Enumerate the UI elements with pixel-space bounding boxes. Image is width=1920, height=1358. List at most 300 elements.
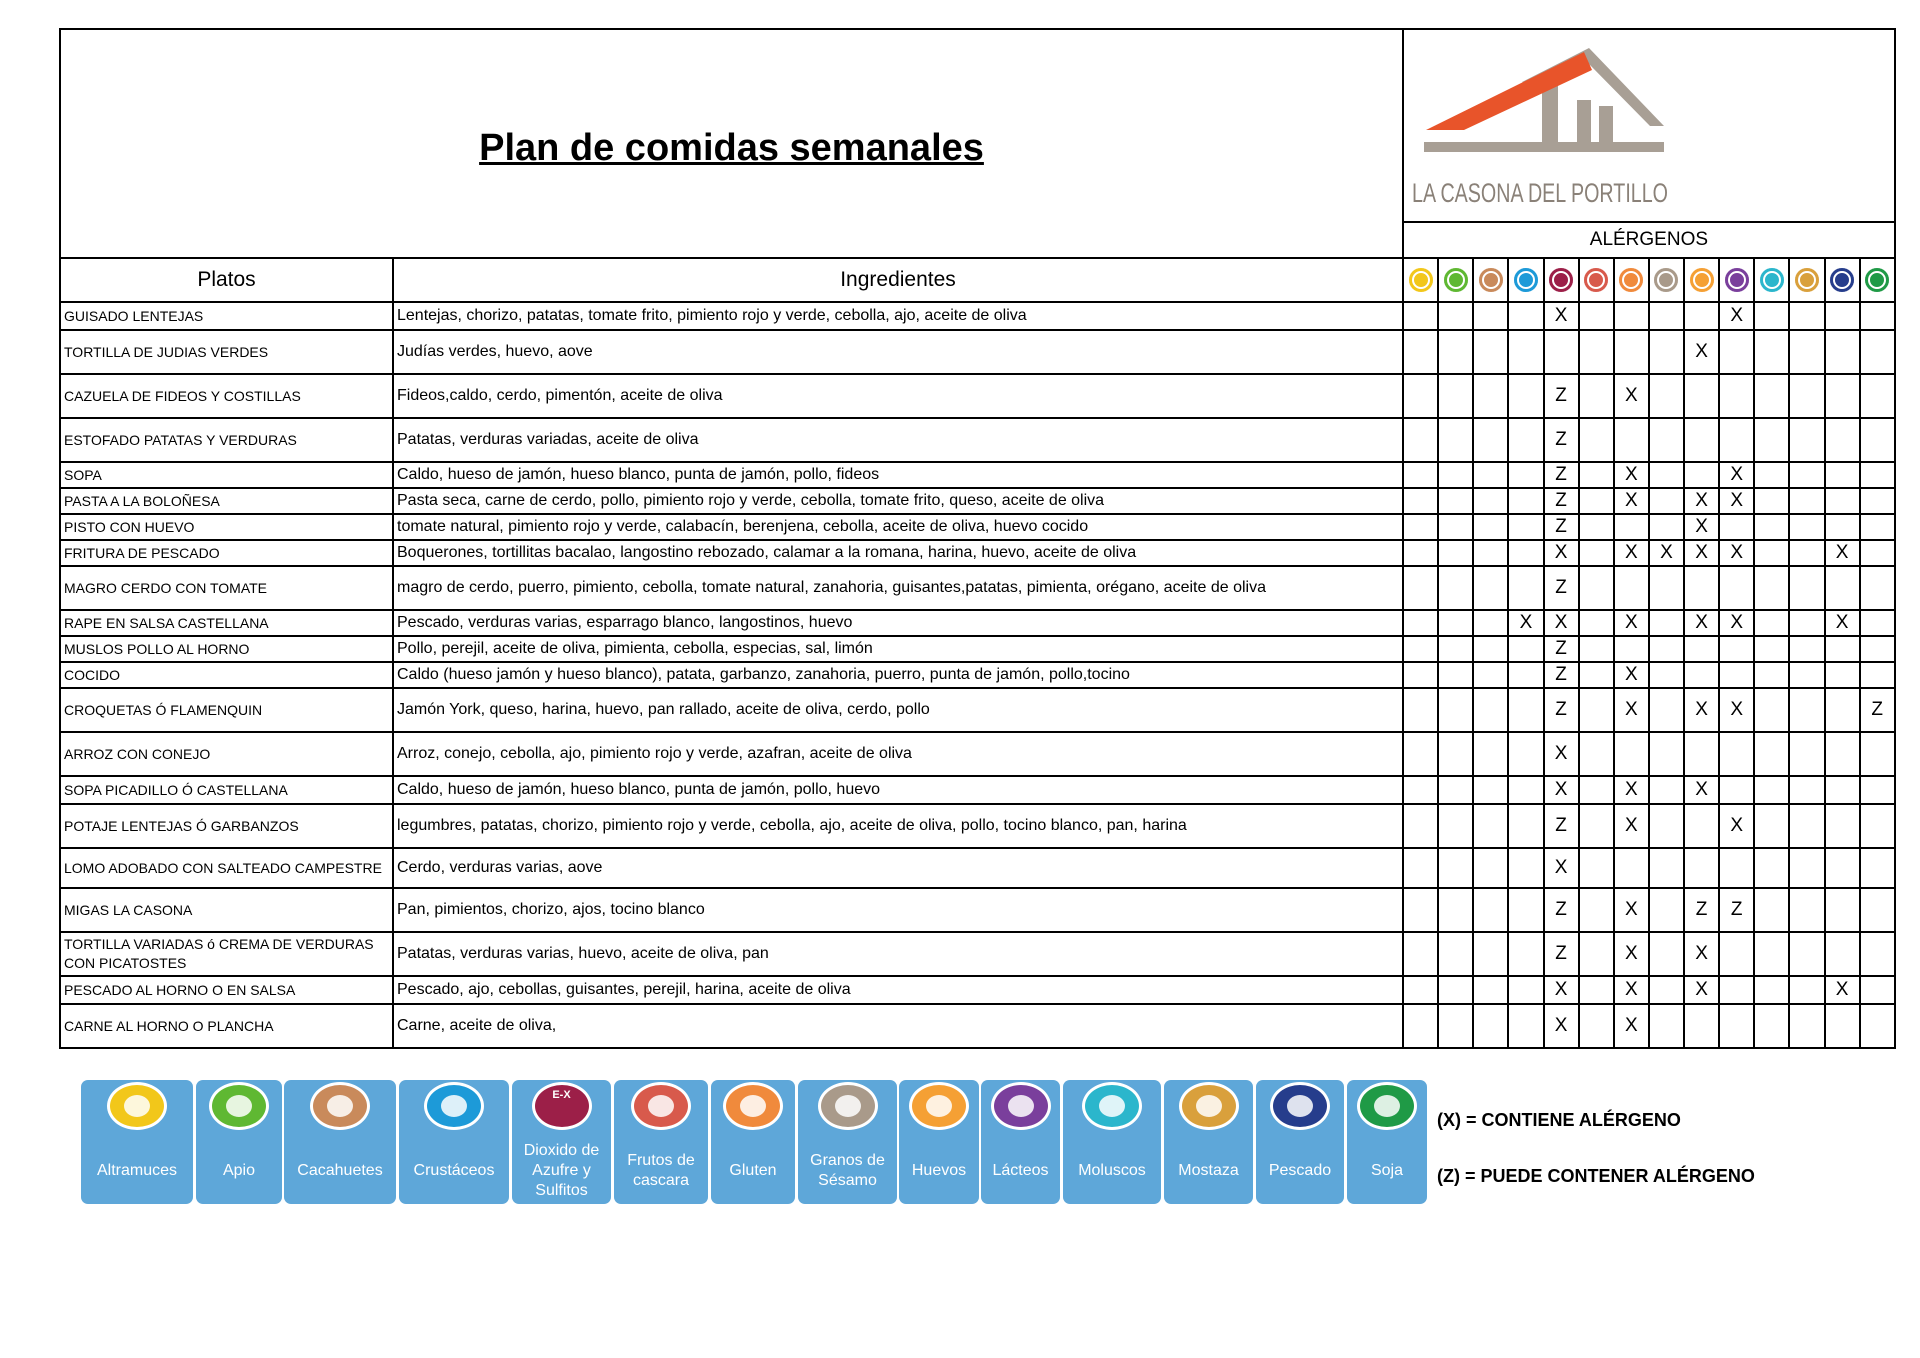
allergen-mark: X (1544, 776, 1579, 804)
allergen-mark (1649, 330, 1684, 374)
mostaza-icon (1795, 268, 1819, 292)
legend-glyph (1374, 1095, 1400, 1117)
legend-glyph (327, 1095, 353, 1117)
allergen-mark (1438, 540, 1473, 566)
dish-ingredients: Fideos,caldo, cerdo, pimentón, aceite de oliva (393, 374, 1403, 418)
allergen-mark (1438, 776, 1473, 804)
allergen-mark (1754, 610, 1789, 636)
allergen-mark (1438, 302, 1473, 330)
allergen-mark (1860, 418, 1895, 462)
allergen-mark (1860, 932, 1895, 976)
allergen-mark (1754, 302, 1789, 330)
allergen-mark (1860, 540, 1895, 566)
allergen-mark (1579, 636, 1614, 662)
allergen-mark (1789, 848, 1824, 888)
allergen-mark (1508, 418, 1543, 462)
allergen-mark (1649, 888, 1684, 932)
allergen-mark (1473, 1004, 1508, 1048)
dish-name: SOPA PICADILLO Ó CASTELLANA (60, 776, 393, 804)
allergen-mark (1544, 330, 1579, 374)
table-row (60, 636, 1895, 662)
legend-tile (798, 1080, 897, 1204)
dish-name: MUSLOS POLLO AL HORNO (60, 636, 393, 662)
allergen-mark: X (1614, 804, 1649, 848)
allergen-mark (1649, 488, 1684, 514)
allergen-mark (1754, 662, 1789, 688)
allergen-mark (1754, 566, 1789, 610)
allergen-mark (1438, 566, 1473, 610)
allergen-mark (1508, 374, 1543, 418)
dish-ingredients: Pasta seca, carne de cerdo, pollo, pimiento rojo y verde, cebolla, tomate frito, queso, aceite de oliva (393, 488, 1403, 514)
allergen-mark (1614, 636, 1649, 662)
allergen-mark (1825, 848, 1860, 888)
allergen-mark (1579, 804, 1614, 848)
allergen-mark: X (1544, 848, 1579, 888)
allergen-mark (1789, 636, 1824, 662)
allergen-mark (1825, 662, 1860, 688)
allergen-mark (1403, 804, 1438, 848)
allergen-mark (1754, 488, 1789, 514)
allergen-mark (1754, 688, 1789, 732)
dish-ingredients: magro de cerdo, puerro, pimiento, cebolla, tomate natural, zanahoria, guisantes,patatas, pimienta, orégano, aceite de oliva (393, 566, 1403, 610)
legend-label: Altramuces (96, 1162, 178, 1179)
allergen-mark (1754, 418, 1789, 462)
allergen-mark (1649, 776, 1684, 804)
legend-label: Dioxido de Azufre y Sulfitos (523, 1142, 600, 1199)
allergen-mark (1719, 330, 1754, 374)
allergen-mark (1508, 330, 1543, 374)
allergen-mark (1438, 888, 1473, 932)
allergen-mark (1473, 610, 1508, 636)
table-row (60, 330, 1895, 374)
table-row (60, 462, 1895, 488)
legend-key-contains: (X) = CONTIENE ALÉRGENO (1437, 1110, 1681, 1130)
dish-ingredients: tomate natural, pimiento rojo y verde, calabacín, berenjena, cebolla, aceite de oliva, huevo cocido (393, 514, 1403, 540)
allergen-mark (1825, 514, 1860, 540)
allergen-mark: X (1825, 610, 1860, 636)
table-row (60, 888, 1895, 932)
allergen-mark: X (1684, 688, 1719, 732)
allergen-mark: X (1508, 610, 1543, 636)
allergen-mark (1473, 514, 1508, 540)
allergen-mark (1825, 932, 1860, 976)
allergen-mark (1684, 1004, 1719, 1048)
legend-key-may-contain: (Z) = PUEDE CONTENER ALÉRGENO (1437, 1166, 1755, 1186)
allergen-mark: Z (1544, 636, 1579, 662)
allergen-mark (1403, 932, 1438, 976)
dish-ingredients: Jamón York, queso, harina, huevo, pan rallado, aceite de oliva, cerdo, pollo (393, 688, 1403, 732)
dish-name: TORTILLA DE JUDIAS VERDES (60, 330, 393, 374)
legend-tile (711, 1080, 795, 1204)
dish-ingredients: Judías verdes, huevo, aove (393, 330, 1403, 374)
legend-glyph (1099, 1095, 1125, 1117)
allergen-mark (1473, 418, 1508, 462)
allergen-mark (1614, 330, 1649, 374)
allergen-mark (1684, 374, 1719, 418)
allergens-header: ALÉRGENOS (1403, 222, 1895, 258)
allergen-mark (1614, 514, 1649, 540)
allergen-mark (1825, 732, 1860, 776)
allergen-mark (1649, 418, 1684, 462)
dish-ingredients: Pescado, verduras varias, esparrago blanco, langostinos, huevo (393, 610, 1403, 636)
allergen-mark (1473, 848, 1508, 888)
dish-ingredients: Caldo, hueso de jamón, hueso blanco, punta de jamón, pollo, huevo (393, 776, 1403, 804)
logo-text: LA CASONA DEL PORTILLO (1412, 178, 1668, 208)
dish-ingredients: legumbres, patatas, chorizo, pimiento rojo y verde, cebolla, ajo, aceite de oliva, pollo, tocino blanco, pan, harina (393, 804, 1403, 848)
allergen-mark: X (1614, 932, 1649, 976)
allergen-mark: Z (1719, 888, 1754, 932)
allergen-mark: X (1614, 688, 1649, 732)
allergen-mark (1508, 540, 1543, 566)
moluscos-icon (1082, 1082, 1142, 1130)
legend-glyph (226, 1095, 252, 1117)
legend-tile (981, 1080, 1060, 1204)
allergen-mark (1649, 566, 1684, 610)
allergen-mark: X (1614, 976, 1649, 1004)
allergen-mark: X (1825, 540, 1860, 566)
crustaceos-icon (1514, 268, 1538, 292)
allergen-mark (1438, 636, 1473, 662)
allergen-mark (1789, 610, 1824, 636)
dish-ingredients: Caldo, hueso de jamón, hueso blanco, punta de jamón, pollo, fideos (393, 462, 1403, 488)
allergen-mark (1825, 636, 1860, 662)
legend-label: Moluscos (1078, 1162, 1146, 1179)
allergen-mark: X (1614, 488, 1649, 514)
allergen-mark: Z (1544, 374, 1579, 418)
allergen-mark (1649, 302, 1684, 330)
allergen-mark (1860, 976, 1895, 1004)
allergen-mark (1438, 662, 1473, 688)
allergen-mark: X (1544, 302, 1579, 330)
allergen-mark: X (1544, 610, 1579, 636)
allergen-mark (1860, 636, 1895, 662)
allergen-mark: X (1684, 610, 1719, 636)
allergen-mark (1684, 662, 1719, 688)
allergen-mark (1508, 776, 1543, 804)
allergen-mark (1438, 732, 1473, 776)
allergen-column-header (1719, 258, 1754, 302)
allergen-mark (1649, 804, 1684, 848)
allergen-mark (1473, 932, 1508, 976)
dish-ingredients: Arroz, conejo, cebolla, ajo, pimiento rojo y verde, azafran, aceite de oliva (393, 732, 1403, 776)
allergen-mark (1649, 732, 1684, 776)
table-row (60, 610, 1895, 636)
allergen-mark: X (1719, 804, 1754, 848)
allergen-mark (1473, 566, 1508, 610)
allergen-mark (1508, 804, 1543, 848)
dish-name: CARNE AL HORNO O PLANCHA (60, 1004, 393, 1048)
allergen-mark (1508, 888, 1543, 932)
gluten-icon (723, 1082, 783, 1130)
allergen-mark: Z (1544, 566, 1579, 610)
allergen-mark (1825, 488, 1860, 514)
allergen-mark: X (1614, 540, 1649, 566)
allergen-mark (1473, 488, 1508, 514)
dish-name: ESTOFADO PATATAS Y VERDURAS (60, 418, 393, 462)
allergen-mark (1754, 330, 1789, 374)
allergen-column-header (1754, 258, 1789, 302)
allergen-mark (1579, 688, 1614, 732)
allergen-mark (1473, 636, 1508, 662)
table-row (60, 374, 1895, 418)
allergen-mark (1789, 302, 1824, 330)
allergen-mark (1508, 688, 1543, 732)
allergen-column-header (1438, 258, 1473, 302)
allergen-mark (1473, 330, 1508, 374)
dish-name: PASTA A LA BOLOÑESA (60, 488, 393, 514)
mostaza-icon (1179, 1082, 1239, 1130)
allergen-mark: Z (1544, 888, 1579, 932)
allergen-mark (1649, 932, 1684, 976)
sesamo-icon (1654, 268, 1678, 292)
allergen-mark (1579, 732, 1614, 776)
crustaceos-icon (424, 1082, 484, 1130)
allergen-mark (1649, 848, 1684, 888)
allergen-mark (1579, 848, 1614, 888)
dish-name: TORTILLA VARIADAS ó CREMA DE VERDURAS CON PICATOSTES (60, 932, 393, 976)
allergen-mark (1684, 732, 1719, 776)
allergen-mark (1579, 540, 1614, 566)
allergen-mark: X (1614, 776, 1649, 804)
allergen-mark: X (1544, 1004, 1579, 1048)
dish-ingredients: Lentejas, chorizo, patatas, tomate frito, pimiento rojo y verde, cebolla, ajo, aceite de oliva (393, 302, 1403, 330)
legend-label: Pescado (1268, 1162, 1332, 1179)
allergen-mark: X (1684, 514, 1719, 540)
frutos-cascara-icon (1584, 268, 1608, 292)
allergen-mark (1825, 776, 1860, 804)
dish-name: MIGAS LA CASONA (60, 888, 393, 932)
legend-label: Cacahuetes (297, 1162, 383, 1179)
allergen-mark (1825, 804, 1860, 848)
allergen-mark: X (1719, 302, 1754, 330)
allergen-mark: X (1544, 976, 1579, 1004)
legend-tile (614, 1080, 708, 1204)
allergen-mark (1825, 330, 1860, 374)
allergen-mark (1754, 374, 1789, 418)
allergen-mark (1754, 804, 1789, 848)
allergen-mark: X (1719, 540, 1754, 566)
allergen-mark (1403, 636, 1438, 662)
allergen-mark (1789, 932, 1824, 976)
allergen-mark (1789, 540, 1824, 566)
allergen-mark (1649, 462, 1684, 488)
allergen-mark (1579, 888, 1614, 932)
allergen-mark (1860, 804, 1895, 848)
allergen-mark (1825, 302, 1860, 330)
logo-cell (1403, 29, 1895, 222)
allergen-mark (1860, 610, 1895, 636)
allergen-mark (1403, 610, 1438, 636)
table-row (60, 1004, 1895, 1048)
allergen-mark (1684, 804, 1719, 848)
allergen-mark (1508, 976, 1543, 1004)
allergen-mark (1403, 566, 1438, 610)
allergen-mark: X (1684, 932, 1719, 976)
allergen-mark (1719, 732, 1754, 776)
allergen-mark (1789, 976, 1824, 1004)
allergen-mark (1438, 804, 1473, 848)
soja-icon (1865, 268, 1889, 292)
allergen-mark (1403, 462, 1438, 488)
allergen-mark (1789, 804, 1824, 848)
allergen-mark: X (1614, 610, 1649, 636)
allergen-mark: Z (1544, 514, 1579, 540)
allergen-mark: Z (1544, 688, 1579, 732)
legend-tile (899, 1080, 979, 1204)
allergen-mark: Z (1544, 418, 1579, 462)
legend-label: Granos de Sésamo (810, 1152, 885, 1189)
allergen-mark (1579, 514, 1614, 540)
allergen-mark (1579, 662, 1614, 688)
allergen-column-header (1473, 258, 1508, 302)
allergen-mark (1438, 514, 1473, 540)
legend-label: Lácteos (992, 1162, 1049, 1179)
allergen-mark (1719, 662, 1754, 688)
allergen-mark (1579, 418, 1614, 462)
allergen-mark (1579, 1004, 1614, 1048)
allergen-mark (1403, 732, 1438, 776)
dish-ingredients: Boquerones, tortillitas bacalao, langostino rebozado, calamar a la romana, harina, huevo, aceite de oliva (393, 540, 1403, 566)
dish-name: PISTO CON HUEVO (60, 514, 393, 540)
allergen-mark (1508, 1004, 1543, 1048)
allergen-mark: X (1684, 776, 1719, 804)
allergen-mark (1789, 418, 1824, 462)
dish-ingredients: Pollo, perejil, aceite de oliva, pimienta, cebolla, especias, sal, limón (393, 636, 1403, 662)
legend-tile (196, 1080, 282, 1204)
apio-icon (209, 1082, 269, 1130)
allergen-mark (1754, 636, 1789, 662)
table-row (60, 976, 1895, 1004)
allergen-mark (1403, 776, 1438, 804)
allergen-mark (1825, 888, 1860, 932)
allergen-mark (1789, 688, 1824, 732)
title-cell (60, 29, 1403, 258)
allergen-mark: X (1544, 732, 1579, 776)
allergen-mark (1473, 888, 1508, 932)
legend-glyph (648, 1095, 674, 1117)
allergen-mark (1403, 374, 1438, 418)
dish-ingredients: Pescado, ajo, cebollas, guisantes, perejil, harina, aceite de oliva (393, 976, 1403, 1004)
allergen-mark (1473, 462, 1508, 488)
dish-name: POTAJE LENTEJAS Ó GARBANZOS (60, 804, 393, 848)
allergen-mark (1438, 330, 1473, 374)
legend-glyph (1287, 1095, 1313, 1117)
allergen-mark (1508, 514, 1543, 540)
allergen-mark (1789, 488, 1824, 514)
apio-icon (1444, 268, 1468, 292)
dish-name: CAZUELA DE FIDEOS Y COSTILLAS (60, 374, 393, 418)
allergen-mark (1579, 330, 1614, 374)
allergen-column-header (1403, 258, 1438, 302)
allergen-mark (1860, 566, 1895, 610)
logo (1404, 30, 1895, 216)
allergen-mark (1789, 1004, 1824, 1048)
allergen-mark (1508, 566, 1543, 610)
legend-glyph (441, 1095, 467, 1117)
allergen-column-header (1789, 258, 1824, 302)
allergen-mark (1579, 462, 1614, 488)
dish-name: PESCADO AL HORNO O EN SALSA (60, 976, 393, 1004)
allergen-mark: Z (1544, 932, 1579, 976)
allergen-mark (1719, 1004, 1754, 1048)
allergen-mark (1825, 1004, 1860, 1048)
house-icon (1424, 48, 1664, 152)
altramuces-icon (107, 1082, 167, 1130)
allergen-column-header (1579, 258, 1614, 302)
allergen-mark (1754, 976, 1789, 1004)
legend-tile (1256, 1080, 1344, 1204)
allergen-mark (1579, 932, 1614, 976)
allergen-mark (1719, 566, 1754, 610)
allergen-mark (1438, 462, 1473, 488)
allergen-mark: X (1684, 976, 1719, 1004)
allergen-column-header (1825, 258, 1860, 302)
allergen-mark: Z (1544, 488, 1579, 514)
allergen-mark: X (1684, 540, 1719, 566)
allergen-mark (1473, 776, 1508, 804)
table-row (60, 732, 1895, 776)
allergen-mark: Z (1860, 688, 1895, 732)
altramuces-icon (1409, 268, 1433, 292)
allergen-mark (1649, 374, 1684, 418)
allergen-mark (1825, 374, 1860, 418)
allergen-mark (1649, 1004, 1684, 1048)
allergen-mark: X (1614, 374, 1649, 418)
allergen-mark (1684, 302, 1719, 330)
allergen-mark (1473, 804, 1508, 848)
allergen-mark: Z (1544, 662, 1579, 688)
allergen-mark (1508, 732, 1543, 776)
allergen-mark: X (1825, 976, 1860, 1004)
allergen-mark (1719, 636, 1754, 662)
allergen-table (59, 28, 1896, 1049)
legend-label: Soja (1370, 1162, 1404, 1179)
allergen-mark (1403, 540, 1438, 566)
allergen-mark (1789, 374, 1824, 418)
allergen-mark (1684, 636, 1719, 662)
pescado-icon (1270, 1082, 1330, 1130)
allergen-mark (1438, 688, 1473, 732)
allergen-mark (1789, 514, 1824, 540)
allergen-mark (1860, 514, 1895, 540)
allergen-mark (1473, 540, 1508, 566)
allergen-mark (1473, 732, 1508, 776)
allergen-mark (1825, 566, 1860, 610)
moluscos-icon (1760, 268, 1784, 292)
gluten-icon (1619, 268, 1643, 292)
legend-glyph (926, 1095, 952, 1117)
dish-ingredients: Caldo (hueso jamón y hueso blanco), patata, garbanzo, zanahoria, puerro, punta de jamón, pollo,tocino (393, 662, 1403, 688)
allergen-mark (1789, 566, 1824, 610)
allergen-mark (1860, 302, 1895, 330)
table-row (60, 848, 1895, 888)
allergen-mark (1508, 462, 1543, 488)
allergen-mark (1403, 976, 1438, 1004)
dish-name: SOPA (60, 462, 393, 488)
allergen-mark (1860, 888, 1895, 932)
allergen-mark (1438, 610, 1473, 636)
allergen-mark: X (1614, 1004, 1649, 1048)
allergen-mark (1684, 418, 1719, 462)
table-row (60, 804, 1895, 848)
allergen-mark (1860, 1004, 1895, 1048)
allergen-mark: X (1614, 662, 1649, 688)
allergen-mark: X (1719, 488, 1754, 514)
allergen-mark (1754, 1004, 1789, 1048)
allergen-mark: X (1719, 688, 1754, 732)
huevos-icon (909, 1082, 969, 1130)
allergen-mark (1473, 688, 1508, 732)
